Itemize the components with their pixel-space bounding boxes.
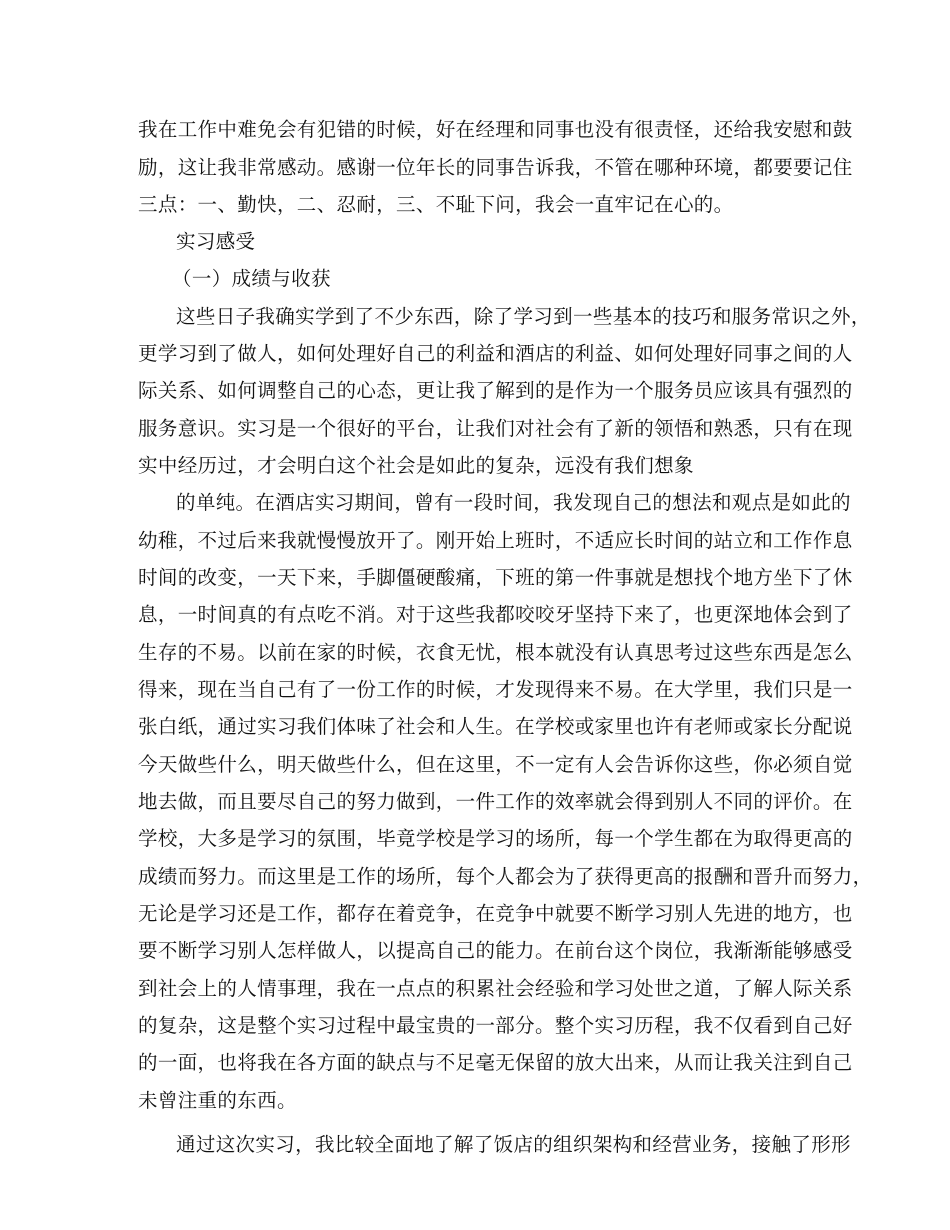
paragraph-1-line-1: 我在工作中难免会有犯错的时候，好在经理和同事也没有很责怪，还给我安慰和鼓 [138, 118, 853, 141]
paragraph-3-line-2: 幼稚，不过后来我就慢慢放开了。刚开始上班时，不适应长时间的站立和工作作息 [138, 529, 853, 552]
paragraph-3-line-10: 学校，大多是学习的氛围，毕竟学校是学习的场所，每一个学生都在为取得更高的 [138, 827, 853, 850]
paragraph-3-line-11: 成绩而努力。而这里是工作的场所，每个人都会为了获得更高的报酬和晋升而努力， [138, 865, 873, 888]
paragraph-3-line-7: 张白纸，通过实习我们体味了社会和人生。在学校或家里也许有老师或家长分配说 [138, 715, 853, 738]
paragraph-2-line-1: 这些日子我确实学到了不少东西，除了学习到一些基本的技巧和服务常识之外， [176, 305, 871, 328]
paragraph-3-line-13: 要不断学习别人怎样做人，以提高自己的能力。在前台这个岗位，我渐渐能够感受 [138, 939, 853, 962]
paragraph-3-line-1: 的单纯。在酒店实习期间，曾有一段时间，我发现自己的想法和观点是如此的 [176, 491, 851, 514]
paragraph-2-line-3: 际关系、如何调整自己的心态，更让我了解到的是作为一个服务员应该具有强烈的 [138, 379, 853, 402]
paragraph-3-line-4: 息，一时间真的有点吃不消。对于这些我都咬咬牙坚持下来了，也更深地体会到了 [138, 603, 853, 626]
paragraph-3-line-9: 地去做，而且要尽自己的努力做到，一件工作的效率就会得到别人不同的评价。在 [138, 790, 853, 813]
paragraph-3-line-12: 无论是学习还是工作，都存在着竞争，在竞争中就要不断学习别人先进的地方，也 [138, 902, 853, 925]
section-heading: 实习感受 [176, 230, 256, 253]
paragraph-3-line-17: 未曾注重的东西。 [138, 1089, 297, 1112]
paragraph-1-line-3: 三点：一、勤快，二、忍耐，三、不耻下问，我会一直牢记在心的。 [138, 193, 734, 216]
paragraph-1-line-2: 励，这让我非常感动。感谢一位年长的同事告诉我，不管在哪种环境，都要要记住 [138, 156, 853, 179]
paragraph-3-line-3: 时间的改变，一天下来，手脚僵硬酸痛，下班的第一件事就是想找个地方坐下了休 [138, 566, 853, 589]
paragraph-3-line-6: 得来，现在当自己有了一份工作的时候，才发现得来不易。在大学里，我们只是一 [138, 678, 853, 701]
paragraph-3-line-5: 生存的不易。以前在家的时候，衣食无忧，根本就没有认真思考过这些东西是怎么 [138, 641, 853, 664]
paragraph-3-line-15: 的复杂，这是整个实习过程中最宝贵的一部分。整个实习历程，我不仅看到自己好 [138, 1014, 853, 1037]
paragraph-3-line-14: 到社会上的人情事理，我在一点点的积累社会经验和学习处世之道，了解人际关系 [138, 977, 853, 1000]
paragraph-4-line-1: 通过这次实习，我比较全面地了解了饭店的组织架构和经营业务，接触了形形 [176, 1133, 851, 1156]
paragraph-3-line-8: 今天做些什么，明天做些什么，但在这里，不一定有人会告诉你这些，你必须自觉 [138, 753, 853, 776]
paragraph-2-line-5: 实中经历过，才会明白这个社会是如此的复杂，远没有我们想象 [138, 454, 694, 477]
paragraph-2-line-2: 更学习到了做人，如何处理好自己的利益和酒店的利益、如何处理好同事之间的人 [138, 342, 853, 365]
section-subheading: （一）成绩与收获 [172, 267, 331, 290]
paragraph-3-line-16: 的一面，也将我在各方面的缺点与不足毫无保留的放大出来，从而让我关注到自己 [138, 1051, 853, 1074]
paragraph-2-line-4: 服务意识。实习是一个很好的平台，让我们对社会有了新的领悟和熟悉，只有在现 [138, 417, 853, 440]
